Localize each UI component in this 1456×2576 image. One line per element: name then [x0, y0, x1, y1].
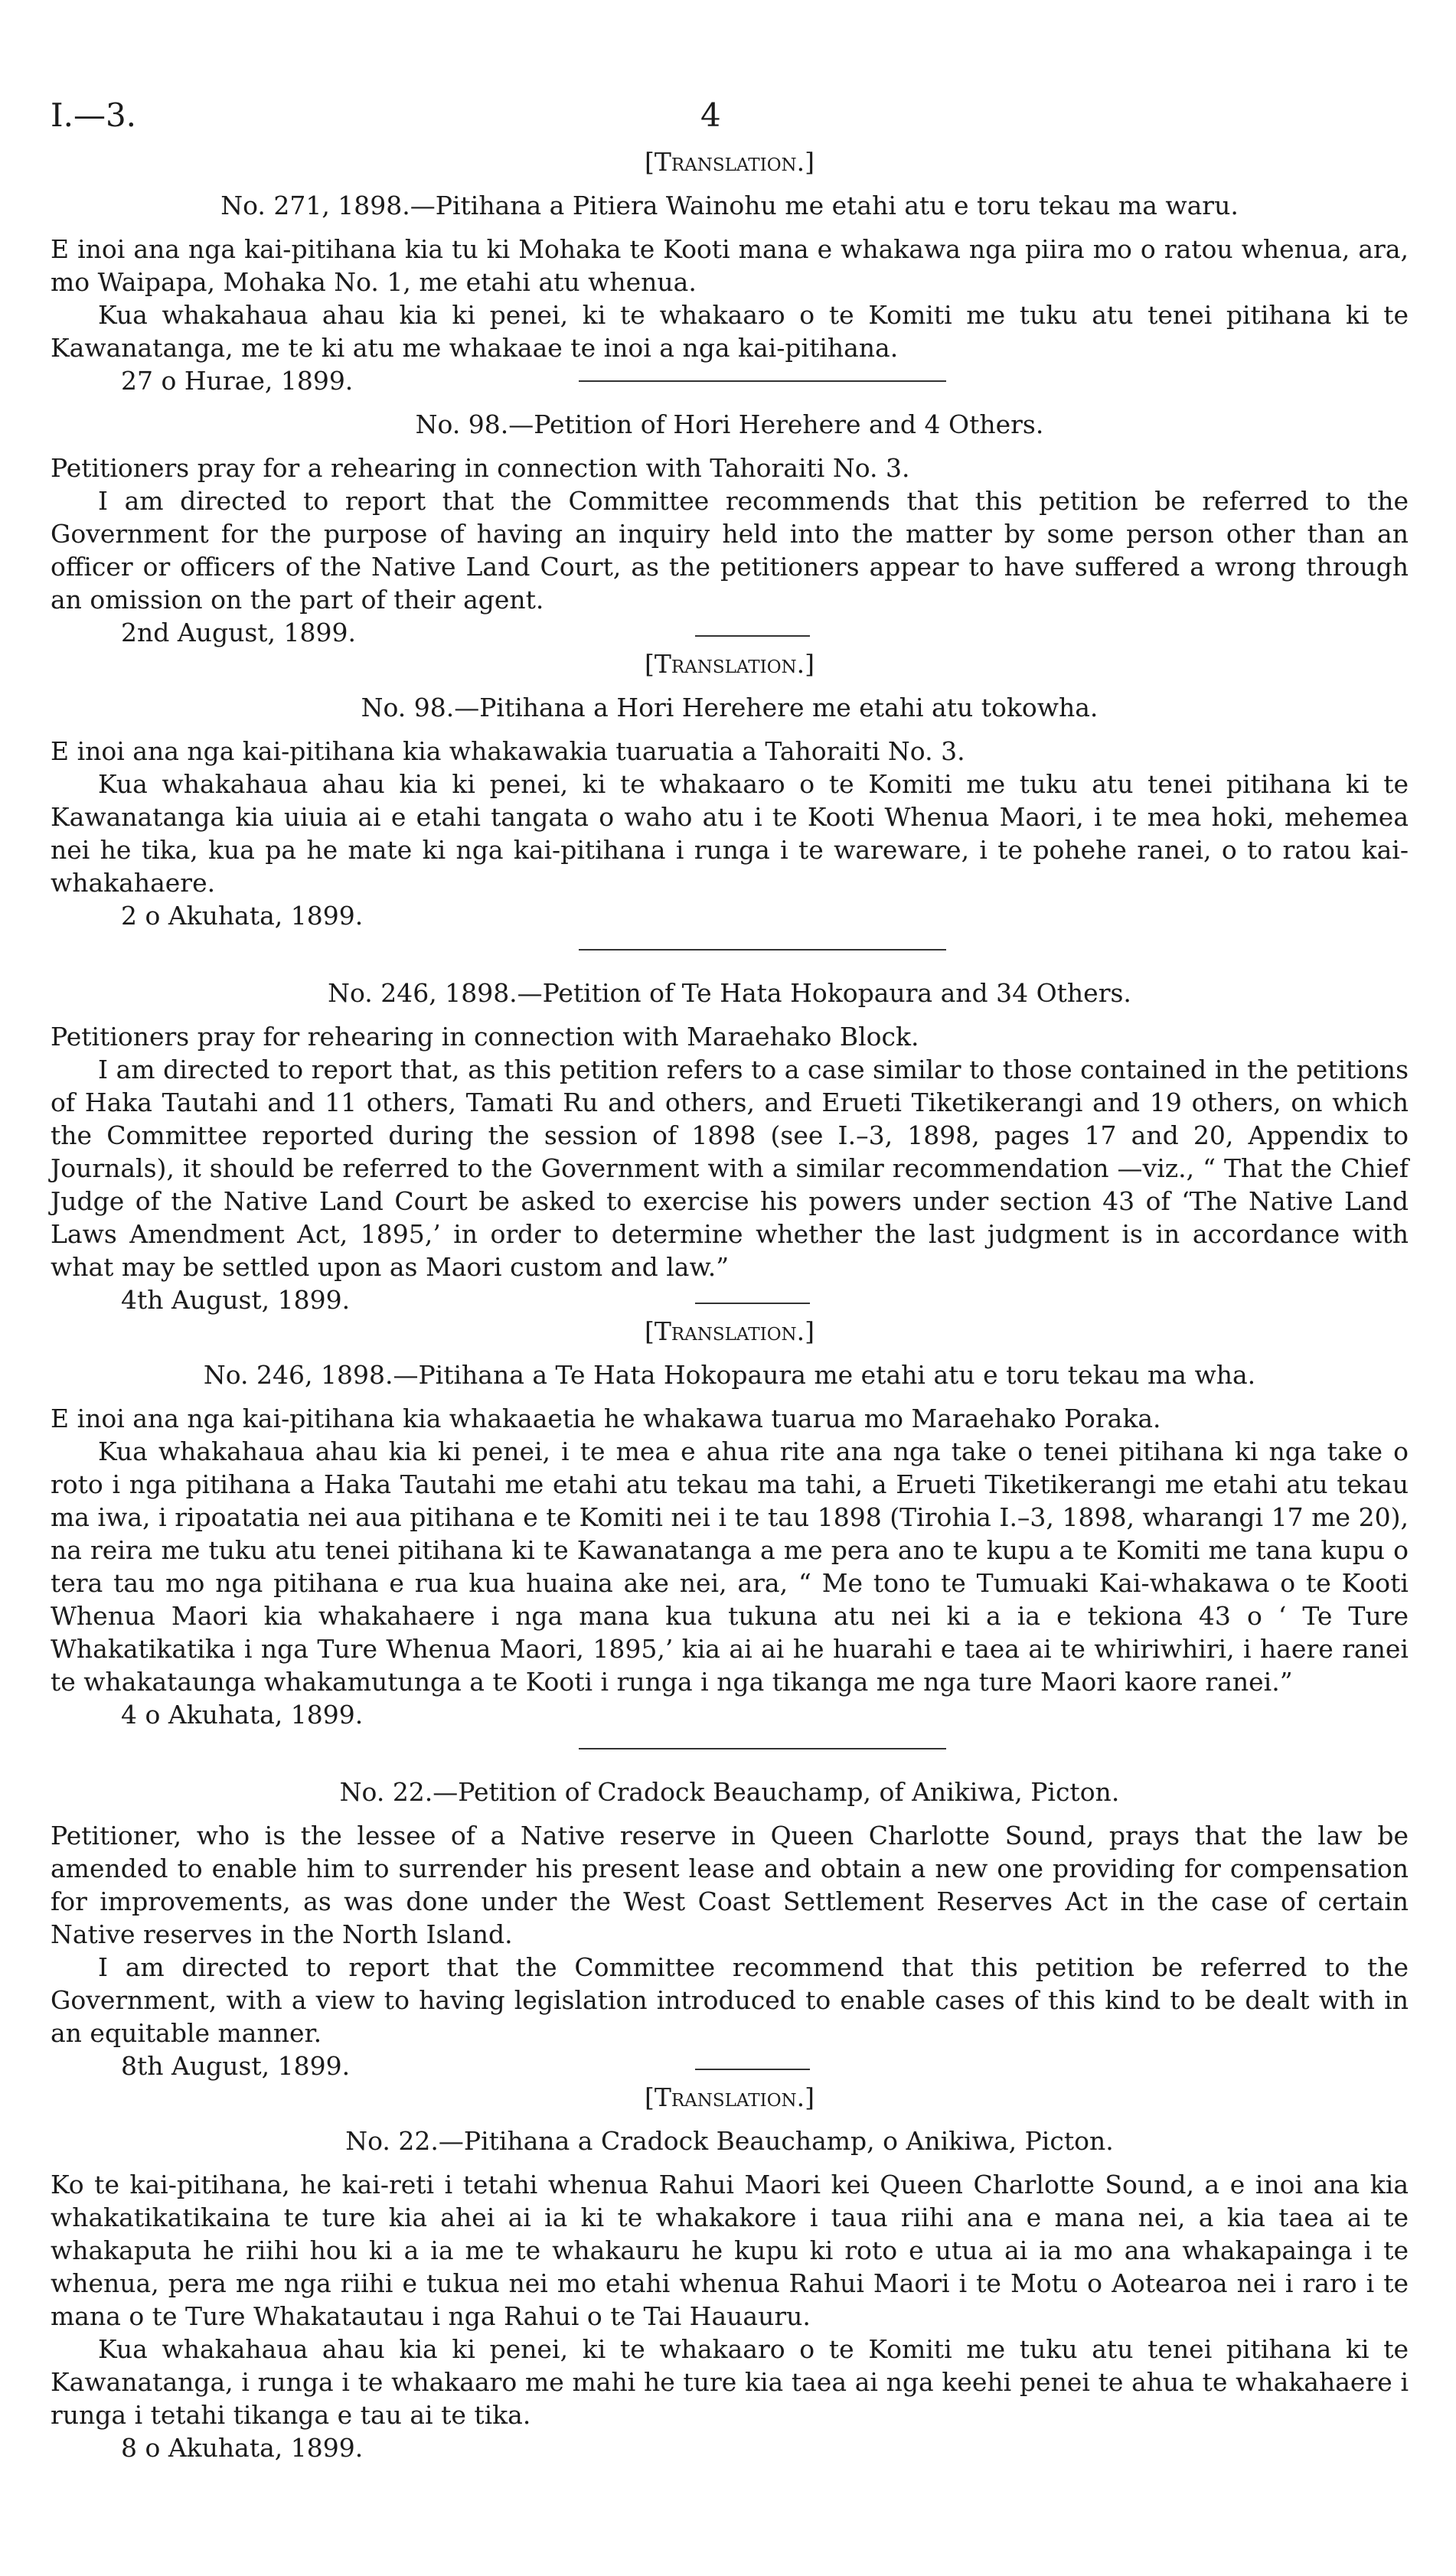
- petition-paragraph: Kua whakahaua ahau kia ki penei, i te mea e ahua rite ana nga take o tenei pitihana ki nga take o roto i nga pitihana a Haka Tautahi me etahi atu tekau ma tahi, a Erueti Tiketikerangi me etahi atu tekau ma iwa, i ripoatatia nei aua pitihana e te Komiti nei i te tau 1898 (Tirohia I.–3, 1898, wharangi 17 me 20), na reira me tuku atu tenei pitihana ki te Kawanatanga a me pera ano te kupu a te Komiti me tana kupu o tera tau mo nga pitihana e rua kua huaina ake nei, ara, “ Me tono te Tumuaki Kai-whakawa o te Kooti Whenua Maori kia whakahaere i nga mana kua tukuna atu nei ki a ia e tekiona 43 o ‘ Te Ture Whakatikatika i nga Ture Whenua Maori, 1895,’ kia ai ai he huarahi e taea ai te whiriwhiri, i haere ranei te whakataunga whakamutunga a te Kooti i runga i nga tikanga me nga ture Maori kaore ranei.”: [51, 1436, 1409, 1697]
- petition-date: 27 o Hurae, 1899.: [121, 366, 354, 396]
- petition-heading: No. 98.—Pitihana a Hori Herehere me etahi atu tokowha.: [361, 693, 1099, 722]
- petition-paragraph: Petitioner, who is the lessee of a Native reserve in Queen Charlotte Sound, prays that the law be amended to enable him to surrender his present lease and obtain a new one providing for compensation for improvements, as was done under the West Coast Settlement Reserves Act in the case of certain Native reserves in the North Island.: [51, 1821, 1409, 1949]
- translation-label: [Translation.]: [644, 147, 815, 177]
- petition-98: [51, 397, 1409, 647]
- petition-paragraph: Petitioners pray for a rehearing in connection with Tahoraiti No. 3.: [51, 453, 910, 483]
- petition-translation-246: [51, 1304, 1409, 1749]
- petition-22: [51, 1765, 1409, 2081]
- petition-date: 8th August, 1899.: [121, 2051, 351, 2081]
- petition-paragraph: I am directed to report that the Committee recommend that this petition be referred to the Government, with a view to having legislation introduced to enable cases of this kind to be dealt with in an equitable manner.: [51, 1952, 1409, 2048]
- translation-label: [Translation.]: [644, 649, 815, 679]
- petition-date: 2 o Akuhata, 1899.: [121, 901, 364, 931]
- section-divider: [579, 949, 946, 951]
- petition-paragraph: E inoi ana nga kai-pitihana kia whakaaetia he whakawa tuarua mo Maraehako Poraka.: [51, 1404, 1161, 1433]
- petition-paragraph: I am directed to report that the Committee recommends that this petition be referred to the Government for the purpose of having an inquiry held into the matter by some person other than an officer or officers of the Native Land Court, as the petitioners appear to have suffered a wrong through an omission on the part of their agent.: [51, 486, 1409, 615]
- petition-date: 8 o Akuhata, 1899.: [121, 2433, 364, 2463]
- petition-date: 2nd August, 1899.: [121, 618, 356, 647]
- petition-date: 4 o Akuhata, 1899.: [121, 1700, 364, 1730]
- petition-heading: No. 98.—Petition of Hori Herehere and 4 Others.: [415, 409, 1044, 439]
- page-content: [51, 145, 1409, 2464]
- petition-paragraph: I am directed to report that, as this petition refers to a case similar to those contained in the petitions of Haka Tautahi and 11 others, Tamati Ru and others, and Erueti Tiketikerangi and 19 others, on which the Committee reported during the session of 1898 (see I.–3, 1898, pages 17 and 20, Appendix to Journals), it should be referred to the Government with a similar recommendation —viz., “ That the Chief Judge of the Native Land Court be asked to exercise his powers under section 43 of ‘The Native Land Laws Amendment Act, 1895,’ in order to determine whether the last judgment is in accordance with what may be settled upon as Maori custom and law.”: [51, 1055, 1409, 1282]
- petition-246: [51, 966, 1409, 1315]
- petition-heading: No. 22.—Petition of Cradock Beauchamp, of Anikiwa, Picton.: [339, 1777, 1120, 1807]
- series-number: I.—3.: [51, 96, 137, 134]
- petition-heading: No. 246, 1898.—Pitihana a Te Hata Hokopaura me etahi atu e toru tekau ma wha.: [203, 1360, 1256, 1390]
- section-divider: [579, 1748, 946, 1749]
- petition-paragraph: Kua whakahaua ahau kia ki penei, ki te whakaaro o te Komiti me tuku atu tenei pitihana ki te Kawanatanga, me te ki atu me whakaae te inoi a nga kai-pitihana.: [51, 300, 1409, 363]
- petition-paragraph: Petitioners pray for rehearing in connection with Maraehako Block.: [51, 1022, 919, 1052]
- petition-paragraph: Ko te kai-pitihana, he kai-reti i tetahi whenua Rahui Maori kei Queen Charlotte Sound, a e inoi ana kia whakatikatikaina te ture kia ahei ai ia ki te whakakore i taua riihi ana e mana nei, a kia taea ai te whakaputa he riihi hou ki a ia me te whakauru he kupu ki roto e utua ai ia mo ana whakapainga i te whenua, pera me nga riihi e tukua nei mo etahi whenua Rahui Maori i te Motu o Aotearoa nei i raro i te mana o te Ture Whakatautau i nga Rahui o te Tai Hauauru.: [51, 2170, 1409, 2331]
- petition-heading: No. 271, 1898.—Pitihana a Pitiera Wainohu me etahi atu e toru tekau ma waru.: [220, 191, 1239, 220]
- translation-label: [Translation.]: [644, 2082, 815, 2112]
- petition-translation-271: [51, 145, 1409, 396]
- section-divider: [579, 380, 946, 382]
- page-number: 4: [700, 96, 721, 134]
- petition-paragraph: E inoi ana nga kai-pitihana kia whakawakia tuaruatia a Tahoraiti No. 3.: [51, 736, 965, 766]
- petition-translation-22: [51, 2070, 1409, 2464]
- petition-paragraph: Kua whakahaua ahau kia ki penei, ki te whakaaro o te Komiti me tuku atu tenei pitihana ki te Kawanatanga, i runga i te whakaaro me mahi he ture kia taea ai nga keehi penei te ahua te whakahaere i runga i tetahi tikanga e tau ai te tika.: [51, 2334, 1409, 2430]
- translation-label: [Translation.]: [644, 1316, 815, 1346]
- petition-translation-98: [51, 637, 1409, 951]
- petition-paragraph: E inoi ana nga kai-pitihana kia tu ki Mohaka te Kooti mana e whakawa nga piira mo o ratou whenua, ara, mo Waipapa, Mohaka No. 1, me etahi atu whenua.: [51, 234, 1409, 297]
- petition-date: 4th August, 1899.: [121, 1285, 351, 1315]
- petition-paragraph: Kua whakahaua ahau kia ki penei, ki te whakaaro o te Komiti me tuku atu tenei pitihana ki te Kawanatanga kia uiuia ai e etahi tangata o waho atu i te Kooti Whenua Maori, i te mea hoki, mehemea nei he tika, kua pa he mate ki nga kai-pitihana i runga i te wareware, i te pohehe ranei, o to ratou kai-whakahaere.: [51, 769, 1409, 898]
- petition-heading: No. 246, 1898.—Petition of Te Hata Hokopaura and 34 Others.: [328, 978, 1131, 1008]
- petition-heading: No. 22.—Pitihana a Cradock Beauchamp, o Anikiwa, Picton.: [345, 2126, 1114, 2156]
